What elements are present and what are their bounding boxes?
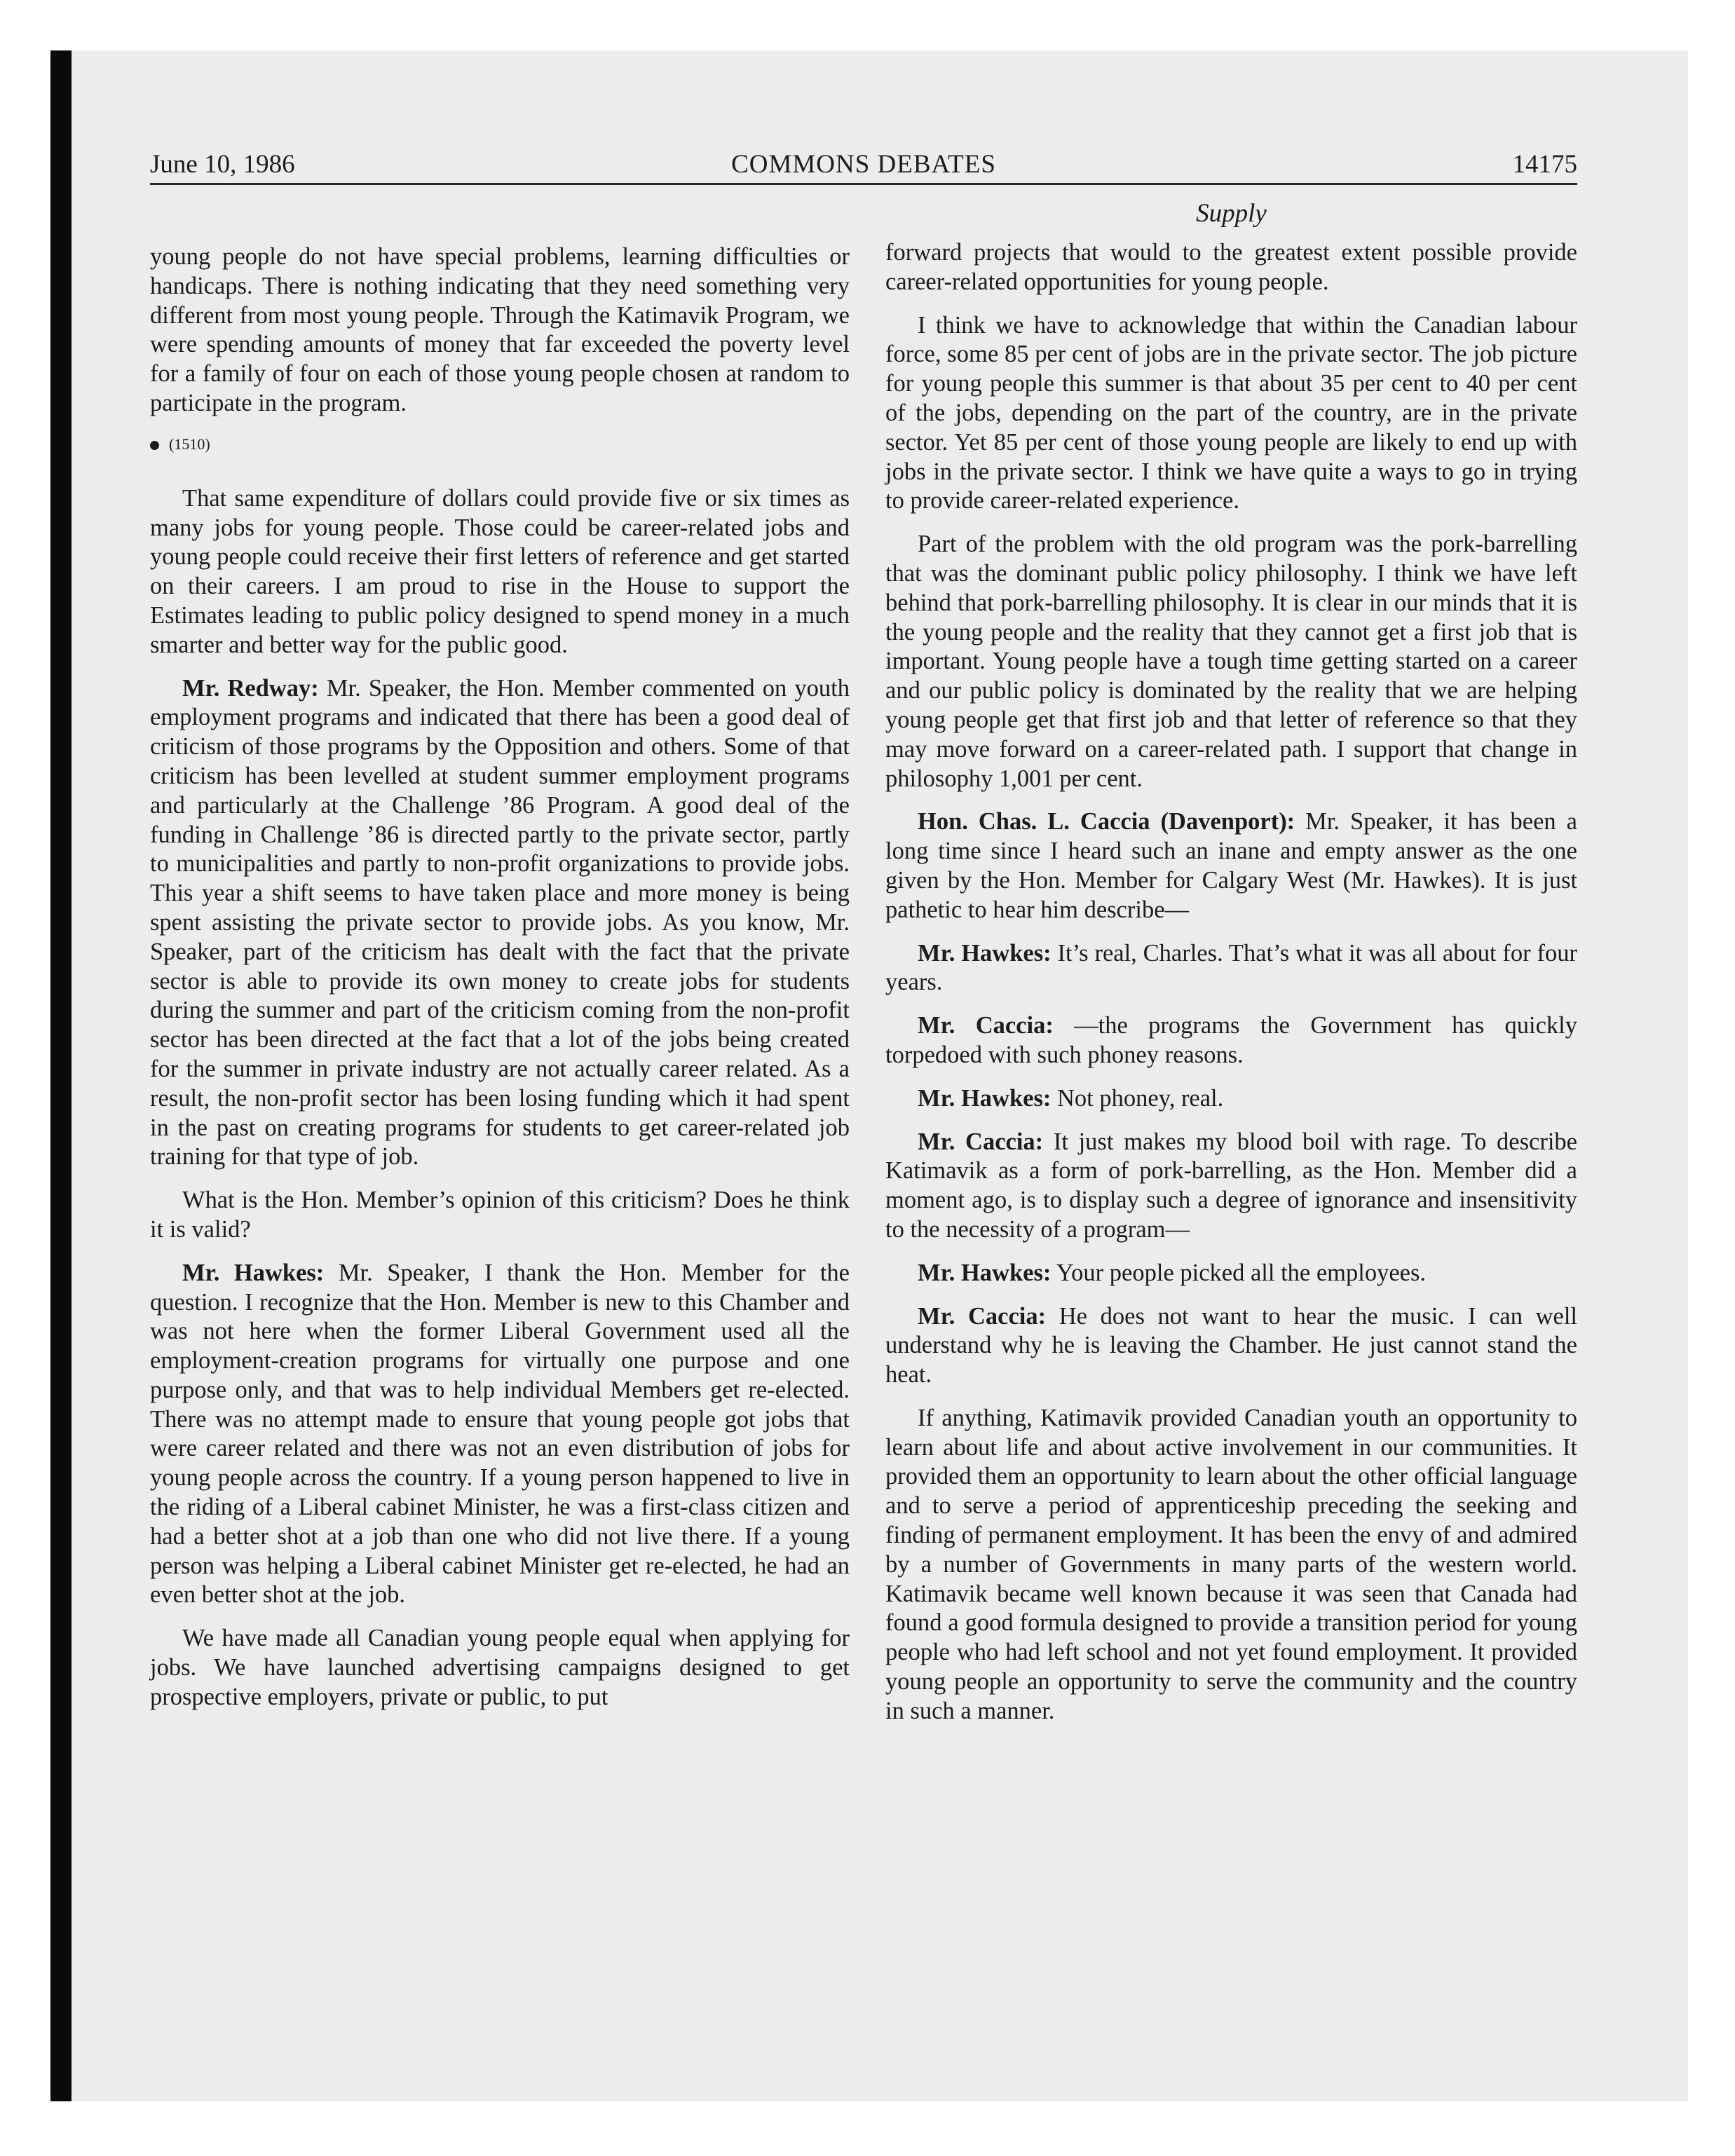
speaker-name: Mr. Caccia: xyxy=(918,1012,1054,1039)
paragraph: We have made all Canadian young people equal when applying for jobs. We have launched advertising campaigns designed to get prospective employers, private or public, to put xyxy=(150,1625,850,1710)
speech-text: It’s real, Charles. That’s what it was all about for four years. xyxy=(885,939,1577,996)
speaker-name: Mr. Hawkes: xyxy=(182,1259,325,1286)
speaker-name: Mr. Caccia: xyxy=(918,1128,1044,1155)
speech-text: Mr. Speaker, the Hon. Member commented on youth employment programs and indicated that there has been a good deal of criticism of those programs by the Opposition and others. Some of that criticism has been levelled at student summer employment programs and particularly at the Challenge ’86 Program. A good deal of the funding in Challenge ’86 is directed partly to the private sector, partly to municipalities and partly to non-profit organizations to provide jobs. This year a shift seems to have taken place and more money is being spent assisting the private sector to provide jobs. As you know, Mr. Speaker, part of the criticism has dealt with the fact that the private sector is able to provide its own money to create jobs for students during the summer and part of the criticism coming from the non-profit sector has been directed at the fact that a lot of the jobs being created for the summer in private industry are not actually career related. As a result, the non-profit sector has been losing funding which it had spent in the past on creating programs for students to get career-related job training for that type of job. xyxy=(150,674,850,1171)
speech-text: —the programs the Government has quickly torpedoed with such phoney reasons. xyxy=(885,1012,1577,1068)
speech xyxy=(885,939,1577,998)
left-column xyxy=(150,243,850,1726)
speaker-name: Mr. Redway: xyxy=(182,674,319,702)
paragraph: I think we have to acknowledge that within the Canadian labour force, some 85 per cent of jobs are in the private sector. The job picture for young people this summer is that about 35 per cent to 40 per cent of the jobs, depending on the part of the country, are in the private sector. Yet 85 per cent of those young people are likely to end up with jobs in the private sector. I think we have quite a ways to go in trying to provide career-related experience. xyxy=(885,311,1577,514)
speech-text: Your people picked all the employees. xyxy=(1051,1259,1427,1286)
paragraph: Part of the problem with the old program was the pork-barrelling that was the dominant public policy philosophy. I think we have left behind that pork-barrelling philosophy. It is clear in our minds that it is the young people and the reality that they cannot get a first job that is important. Young people have a tough time getting started on a career and our public policy is dominated by the reality that we are helping young people get that first job and that letter of reference so that they may move forward on a career-related path. I support that change in philosophy 1,001 per cent. xyxy=(885,531,1577,792)
bullet-icon xyxy=(150,441,159,450)
speech-text: Mr. Speaker, it has been a long time since I heard such an inane and empty answer as the one given by the Hon. Member for Calgary West (Mr. Hawkes). It is just pathetic to hear him describe— xyxy=(885,808,1577,923)
speech xyxy=(885,1128,1577,1245)
time-marker xyxy=(150,434,850,455)
speaker-name: Mr. Caccia: xyxy=(918,1302,1047,1330)
speech xyxy=(885,1259,1577,1288)
speaker-name: Hon. Chas. L. Caccia (Davenport): xyxy=(918,808,1295,835)
running-header xyxy=(150,144,1577,185)
speech xyxy=(885,807,1577,925)
speech xyxy=(885,1302,1577,1390)
right-column xyxy=(885,238,1577,1740)
paragraph: forward projects that would to the greatest extent possible provide career-related opportunities for young people. xyxy=(885,239,1577,295)
paragraph: young people do not have special problems, learning difficulties or handicaps. There is nothing indicating that they need something very different from most young people. Through the Katimavik Program, we were spending amounts of money that far exceeded the poverty level for a family of four on each of those young people chosen at random to participate in the program. xyxy=(150,243,850,416)
speech-text: Not phoney, real. xyxy=(1051,1084,1224,1112)
speech xyxy=(150,1259,850,1611)
section-label: Supply xyxy=(1196,199,1267,228)
speech-text: Mr. Speaker, I thank the Hon. Member for the question. I recognize that the Hon. Member is new to this Chamber and was not here when the former Liberal Government used all the employment-creation programs for virtually one purpose and one purpose only, and that was to help individual Members get re-elected. There was no attempt made to ensure that young people got jobs that were career related and there was not an even distribution of jobs for young people across the country. If a young person happened to live in the riding of a Liberal cabinet Minister, he was a first-class citizen and had a better shot at a job than one who did not live there. If a young person was helping a Liberal cabinet Minister get re-elected, he had an even better shot at the job. xyxy=(150,1259,850,1609)
paragraph: What is the Hon. Member’s opinion of this criticism? Does he think it is valid? xyxy=(150,1187,850,1243)
speech-text: He does not want to hear the music. I can well understand why he is leaving the Chamber. He just cannot stand the heat. xyxy=(885,1302,1578,1389)
speaker-name: Mr. Hawkes: xyxy=(918,939,1052,967)
binding-edge xyxy=(50,50,72,2101)
paragraph: If anything, Katimavik provided Canadian youth an opportunity to learn about life and about active involvement in our communities. It provided them an opportunity to learn about the other official language and to serve a period of apprenticeship preceding the seeking and finding of permanent employment. It has been the envy of and admired by a number of Governments in many parts of the western world. Katimavik became well known because it was seen that Canada had found a good formula designed to provide a transition period for young people who had left school and not yet found employment. It provided young people an opportunity to serve the community and the country in such a manner. xyxy=(885,1404,1577,1724)
speech-text: It just makes my blood boil with rage. To describe Katimavik as a form of pork-barrelling, as the Hon. Member did a moment ago, is to display such a degree of ignorance and insensitivity to the necessity of a program— xyxy=(885,1128,1577,1243)
paragraph: That same expenditure of dollars could provide five or six times as many jobs for young people. Those could be career-related jobs and young people could receive their first letters of reference and get started on their careers. I am proud to rise in the House to support the Estimates leading to public policy designed to spend money in a much smarter and better way for the public good. xyxy=(150,484,850,658)
speech xyxy=(885,1084,1577,1114)
speech xyxy=(150,674,850,1173)
speaker-name: Mr. Hawkes: xyxy=(918,1259,1052,1286)
speaker-name: Mr. Hawkes: xyxy=(918,1084,1052,1112)
speech xyxy=(885,1011,1577,1070)
header-date: June 10, 1986 xyxy=(150,150,295,179)
page-number: 14175 xyxy=(1512,150,1577,179)
publication-title: COMMONS DEBATES xyxy=(731,150,996,179)
time-marker-text: (1510) xyxy=(169,435,210,453)
